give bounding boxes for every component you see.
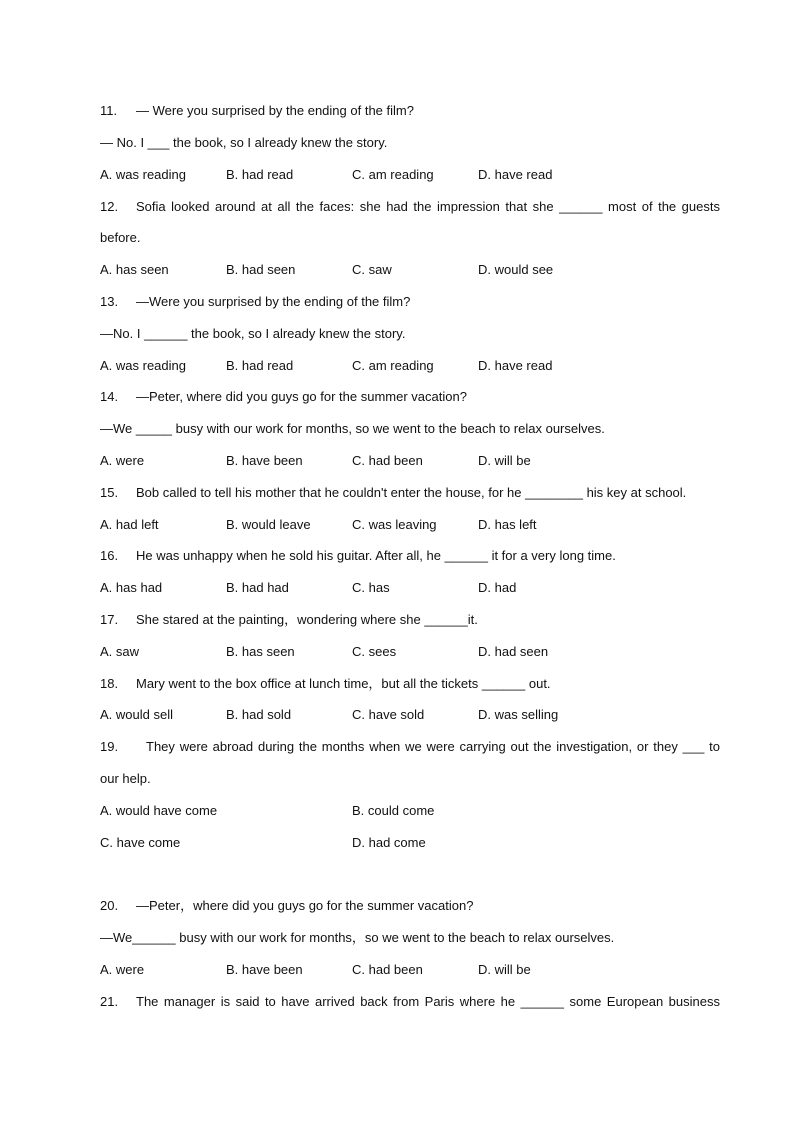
question-stem: They were abroad during the months when we were carrying out the investigation, or they ___ to <box>146 739 720 754</box>
option-c: C. had been <box>352 962 423 977</box>
question-12 <box>100 199 720 215</box>
question-14 <box>100 389 720 405</box>
option-a: A. has seen <box>100 262 169 277</box>
question-stem: —Peter，where did you guys go for the summer vacation? <box>136 898 474 913</box>
question-15 <box>100 485 720 501</box>
option-a: A. were <box>100 453 145 468</box>
option-a: A. had left <box>100 517 159 532</box>
question-number: 20. <box>100 898 119 913</box>
option-a: A. was reading <box>100 358 186 373</box>
question-number: 16. <box>100 548 119 563</box>
question-number: 12. <box>100 199 119 214</box>
question-number: 11. <box>100 103 118 118</box>
option-c: C. had been <box>352 453 423 468</box>
question-number: 21. <box>100 994 119 1009</box>
question-number: 19. <box>100 739 119 754</box>
option-c: C. saw <box>352 262 392 277</box>
option-b: B. had sold <box>226 707 292 722</box>
question-number: 17. <box>100 612 119 627</box>
question-stem: Bob called to tell his mother that he couldn't enter the house, for he ________ his key at school. <box>136 485 687 500</box>
question-stem: He was unhappy when he sold his guitar. After all, he ______ it for a very long time. <box>136 548 616 563</box>
question-number: 14. <box>100 389 119 404</box>
option-d: D. have read <box>478 358 553 373</box>
question-18 <box>100 676 720 692</box>
question-reply: —We _____ busy with our work for months, so we went to the beach to relax ourselves. <box>100 421 605 436</box>
question-17 <box>100 612 720 628</box>
question-reply: —No. I ______ the book, so I already knew the story. <box>100 326 406 341</box>
question-continuation: before. <box>100 230 141 245</box>
option-b: B. had seen <box>226 262 296 277</box>
option-d: D. has left <box>478 517 537 532</box>
question-20 <box>100 898 720 914</box>
option-a: A. saw <box>100 644 140 659</box>
option-c: C. has <box>352 580 390 595</box>
option-c: C. was leaving <box>352 517 437 532</box>
option-a: A. were <box>100 962 145 977</box>
option-d: D. was selling <box>478 707 559 722</box>
question-stem: The manager is said to have arrived back from Paris where he ______ some European business <box>136 994 720 1009</box>
option-c: C. sees <box>352 644 397 659</box>
option-d: D. would see <box>478 262 554 277</box>
question-reply: — No. I ___ the book, so I already knew the story. <box>100 135 388 150</box>
question-stem: —Peter, where did you guys go for the summer vacation? <box>136 389 467 404</box>
question-13 <box>100 294 720 310</box>
option-b: B. would leave <box>226 517 311 532</box>
question-number: 18. <box>100 676 119 691</box>
question-16 <box>100 548 720 564</box>
option-b: B. have been <box>226 453 303 468</box>
question-number: 13. <box>100 294 119 309</box>
question-stem: — Were you surprised by the ending of the film? <box>136 103 414 118</box>
question-11 <box>100 103 720 119</box>
option-a: A. would have come <box>100 803 218 818</box>
option-b: B. had had <box>226 580 289 595</box>
question-stem: Mary went to the box office at lunch time，but all the tickets ______ out. <box>136 676 551 691</box>
option-b: B. had read <box>226 358 294 373</box>
question-continuation: our help. <box>100 771 151 786</box>
question-19 <box>100 739 720 755</box>
question-21 <box>100 994 720 1010</box>
option-a: A. would sell <box>100 707 173 722</box>
option-a: A. was reading <box>100 167 186 182</box>
option-b: B. had read <box>226 167 294 182</box>
option-d: D. will be <box>478 962 531 977</box>
option-b: B. could come <box>352 803 435 818</box>
option-c: C. am reading <box>352 358 434 373</box>
question-stem: —Were you surprised by the ending of the film? <box>136 294 411 309</box>
option-a: A. has had <box>100 580 163 595</box>
option-d: D. had <box>478 580 517 595</box>
option-d: D. have read <box>478 167 553 182</box>
option-d: D. will be <box>478 453 531 468</box>
question-reply: —We______ busy with our work for months，so we went to the beach to relax ourselves. <box>100 930 615 945</box>
option-b: B. has seen <box>226 644 295 659</box>
question-stem: Sofia looked around at all the faces: she had the impression that she ______ most of the guests <box>136 199 720 214</box>
option-b: B. have been <box>226 962 303 977</box>
option-d: D. had come <box>352 835 426 850</box>
option-c: C. have come <box>100 835 181 850</box>
option-c: C. am reading <box>352 167 434 182</box>
option-c: C. have sold <box>352 707 425 722</box>
question-stem: She stared at the painting，wondering where she ______it. <box>136 612 478 627</box>
option-d: D. had seen <box>478 644 549 659</box>
question-number: 15. <box>100 485 119 500</box>
